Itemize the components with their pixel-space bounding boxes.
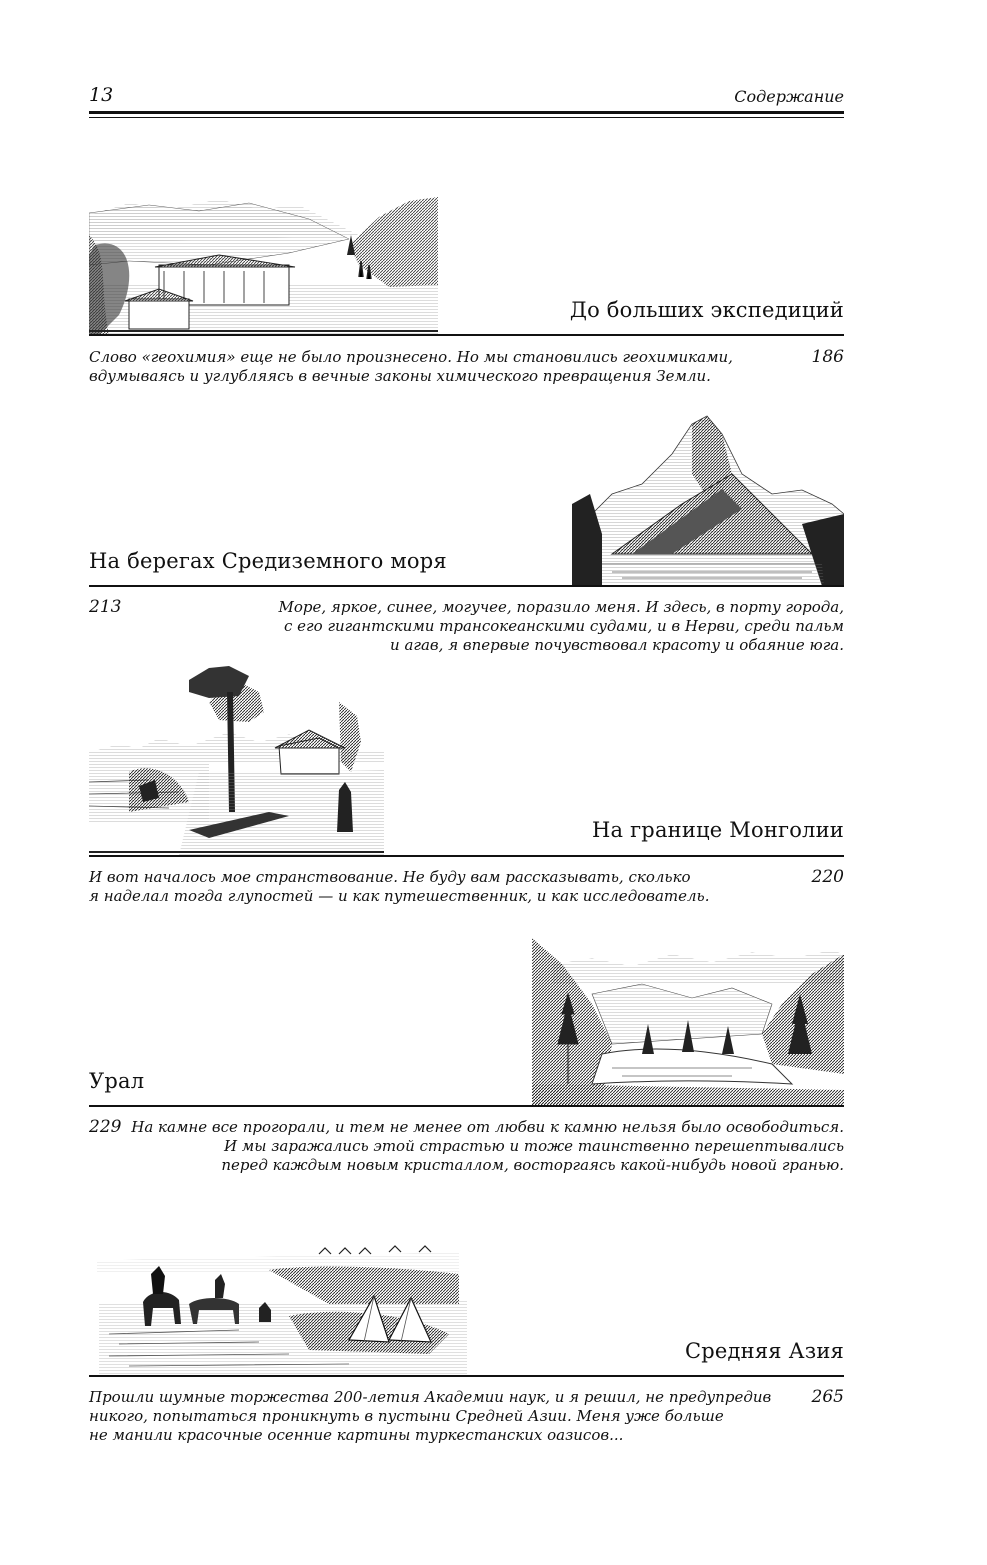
header-rule-thick [89,111,844,114]
description-line: и агав, я впервые почувствовал красоту и обаяние юга. [390,636,844,654]
chapter-rule [89,1375,844,1377]
chapter-page-number: 186 [811,347,844,367]
running-header-title: Содержание [734,87,844,106]
engraving-mountain-peak [572,414,844,586]
chapter-title: На берегах Средиземного моря [89,549,447,573]
engraving-ural-valley [532,934,844,1105]
chapter-page-number: 220 [811,867,844,887]
description-line: И вот началось мое странствование. Не буду вам рассказывать, сколько [89,868,691,886]
description-line: вдумываясь и углубляясь в вечные законы химического превращения Земли. [89,367,711,385]
engraving-coastal-town [89,195,438,335]
chapter-page-number: 229 [89,1117,122,1137]
header-rule-thin [89,117,844,118]
chapter-description [131,1118,844,1175]
description-line: И мы заражались этой страстью и тоже таинственно перешептывались [223,1137,844,1155]
chapter-rule [89,334,844,336]
chapter-rule [89,855,844,857]
chapter-page-number: 213 [89,597,122,617]
chapter-description [89,868,710,906]
chapter-description [89,1388,771,1445]
chapter-rule [89,585,844,587]
page-number: 13 [89,84,114,106]
chapter-description [279,598,845,655]
engraving-pine-pavilion [89,662,384,855]
description-line: никого, попытаться проникнуть в пустыни Средней Азии. Меня уже больше [89,1407,724,1425]
description-line: перед каждым новым кристаллом, восторгаясь какой-нибудь новой гранью. [221,1156,844,1174]
engraving-desert-camp [89,1244,467,1375]
description-line: Море, яркое, синее, могучее, поразило меня. И здесь, в порту города, [278,598,844,616]
chapter-title: Урал [89,1069,145,1093]
description-line: не манили красочные осенние картины туркестанских оазисов... [89,1426,624,1444]
chapter-title: Средняя Азия [684,1339,844,1363]
description-line: Слово «геохимия» еще не было произнесено. Но мы становились геохимиками, [89,348,733,366]
chapter-title: До больших экспедиций [569,298,844,322]
chapter-title: На границе Монголии [592,818,844,842]
description-line: с его гигантскими трансокеанскими судами, и в Нерви, среди пальм [284,617,844,635]
description-line: я наделал тогда глупостей — и как путешественник, и как исследователь. [89,887,710,905]
chapter-page-number: 265 [811,1387,844,1407]
description-line: На камне все прогорали, и тем не менее от любви к камню нельзя было освободиться. [131,1118,844,1136]
chapter-description [89,348,733,386]
description-line: Прошли шумные торжества 200-летия Академии наук, и я решил, не предупредив [89,1388,772,1406]
chapter-rule [89,1105,844,1107]
